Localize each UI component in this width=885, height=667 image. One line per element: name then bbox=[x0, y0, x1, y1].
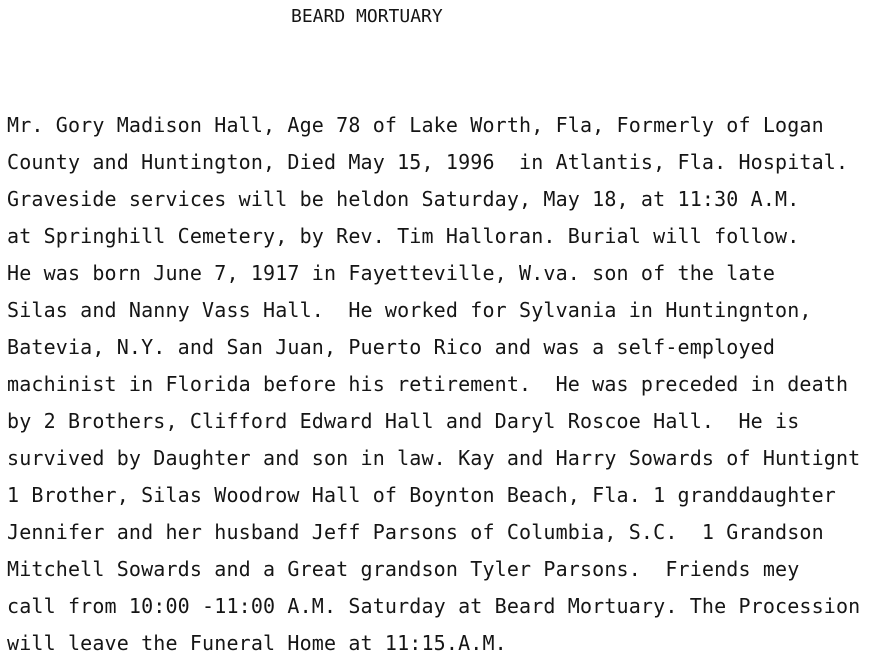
text-line: 1 Brother, Silas Woodrow Hall of Boynton Beach, Fla. 1 granddaughter bbox=[7, 483, 836, 507]
text-line: by 2 Brothers, Clifford Edward Hall and Daryl Roscoe Hall. He is bbox=[7, 409, 800, 433]
text-line: County and Huntington, Died May 15, 1996 in Atlantis, Fla. Hospital. bbox=[7, 150, 849, 174]
text-line: will leave the Funeral Home at 11:15.A.M. bbox=[7, 631, 507, 655]
text-line: call from 10:00 -11:00 A.M. Saturday at Beard Mortuary. The Procession bbox=[7, 594, 861, 618]
mortuary-header: BEARD MORTUARY bbox=[291, 6, 443, 27]
text-line: at Springhill Cemetery, by Rev. Tim Halloran. Burial will follow. bbox=[7, 224, 800, 248]
text-line: machinist in Florida before his retirement. He was preceded in death bbox=[7, 372, 849, 396]
text-line: He was born June 7, 1917 in Fayetteville, W.va. son of the late bbox=[7, 261, 776, 285]
text-line: Mr. Gory Madison Hall, Age 78 of Lake Worth, Fla, Formerly of Logan bbox=[7, 113, 824, 137]
obituary-text bbox=[7, 112, 885, 667]
text-line: Mitchell Sowards and a Great grandson Tyler Parsons. Friends mey bbox=[7, 557, 800, 581]
text-line: Jennifer and her husband Jeff Parsons of Columbia, S.C. 1 Grandson bbox=[7, 520, 824, 544]
text-line: Graveside services will be heldon Saturday, May 18, at 11:30 A.M. bbox=[7, 187, 800, 211]
text-line: Silas and Nanny Vass Hall. He worked for Sylvania in Huntingnton, bbox=[7, 298, 812, 322]
text-line: Batevia, N.Y. and San Juan, Puerto Rico and was a self-employed bbox=[7, 335, 776, 359]
text-line: survived by Daughter and son in law. Kay and Harry Sowards of Huntignt bbox=[7, 446, 861, 470]
